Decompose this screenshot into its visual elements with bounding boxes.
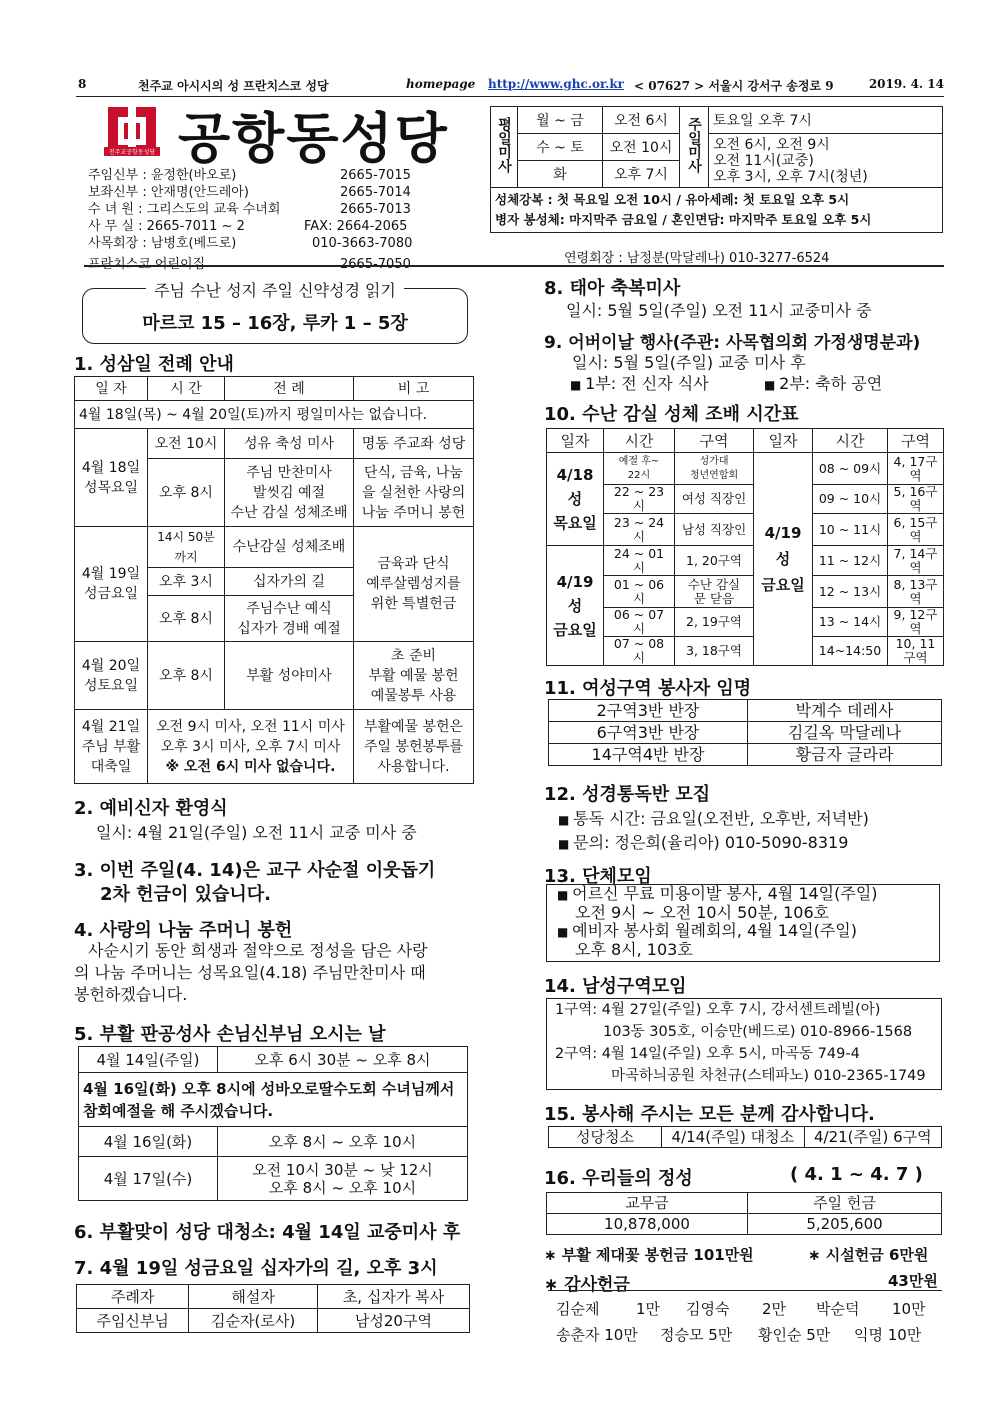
th: 주일 헌금 [748, 1193, 942, 1214]
staff-row: 사 무 실 : 2665-7011 ~ 2 FAX: 2664-2065 [88, 219, 408, 234]
sec9-title: 9. 어버이날 행사(주관: 사목협의회 가정생명분과) [544, 333, 921, 353]
th: 일자 [547, 429, 604, 453]
time-cell: 예절 후~ 22시 [604, 453, 675, 485]
sec14-l4: 마곡하늬공원 차천규(스테파노) 010-2365-1749 [611, 1068, 926, 1084]
th: 시 간 [148, 377, 225, 401]
sec8-body: 일시: 5월 5일(주일) 오전 11시 교중미사 중 [566, 301, 872, 320]
th: 초, 십자가 복사 [317, 1285, 469, 1309]
sec7-title: 7. 4월 19일 성금요일 십자가의 길, 오후 3시 [74, 1258, 438, 1279]
time-cell: 오후 8시 [148, 596, 225, 642]
date-cell: 4월 20일 성토요일 [75, 642, 148, 710]
zone-cell: 8, 13구역 [888, 576, 944, 608]
sec3-title-1: 3. 이번 주일(4. 14)은 교구 사순절 이웃돕기 [74, 860, 436, 881]
th: 구역 [888, 429, 944, 453]
thanks-total: 43만원 [888, 1272, 938, 1290]
mass-day: 수 ~ 토 [518, 134, 603, 161]
time-cell: 24 ~ 01시 [604, 546, 675, 576]
td: 박계수 데레사 [748, 700, 942, 722]
staff-row: 프란치스코 어린이집 2665-7050 [88, 257, 411, 272]
time-cell: 07 ~ 08시 [604, 637, 675, 666]
td: 김길옥 막달레나 [748, 722, 942, 744]
time-cell: 10 ~ 11시 [813, 514, 888, 546]
sec16-title: 16. 우리들의 정성 [544, 1168, 693, 1189]
date-cell: 4/19 성 금요일 [754, 453, 813, 666]
sec9-b1: ■ 1부: 전 신자 식사 [570, 371, 709, 394]
sec11-title: 11. 여성구역 봉사자 임명 [544, 678, 752, 699]
church-name: 공항동성당 [178, 106, 449, 170]
date-cell: 4/18 성 목요일 [547, 453, 604, 546]
date-cell: 4월 19일 성금요일 [75, 527, 148, 642]
staff-row: 주임신부 : 윤정한(바오로) 2665-7015 [88, 168, 411, 183]
reading-title: 주님 수난 성지 주일 신약성경 읽기 [146, 281, 404, 300]
sec14-l2: 103동 305호, 이승만(베드로) 010-8966-1568 [603, 1024, 913, 1040]
staff-row: 수 녀 원 : 그리스도의 교육 수녀회 2665-7013 [88, 202, 411, 217]
zone-cell: 7, 14구역 [888, 546, 944, 576]
th: 일 자 [75, 377, 148, 401]
time-cell: 09 ~ 10시 [813, 485, 888, 514]
thanks-label: ∗ 감사헌금 [544, 1275, 630, 1295]
mass-day: 월 ~ 금 [518, 107, 603, 134]
note-row: 4월 18일(목) ~ 4월 20일(토)까지 평일미사는 없습니다. [75, 401, 474, 429]
assoc-chair: 연령회장 : 남정분(막달레나) 010-3277-6524 [564, 251, 830, 266]
time-cell: 22 ~ 23시 [604, 485, 675, 514]
zone-cell: 2, 19구역 [675, 608, 754, 637]
time-cell: 13 ~ 14시 [813, 608, 888, 637]
td: 6구역3반 반장 [549, 722, 748, 744]
notice-cell: 4월 16일(화) 오후 8시에 성바오로딸수도회 수녀님께서 참회예절을 해 주시겠습니다. [79, 1073, 468, 1127]
td: 4/21(주일) 6구역 [804, 1127, 941, 1148]
sec13-title: 13. 단체모임 [544, 866, 652, 887]
td: 황금자 글라라 [748, 744, 942, 766]
th: 해설자 [189, 1285, 318, 1309]
zone-cell: 1, 20구역 [675, 546, 754, 576]
sec13-b2b: 오후 8시, 103호 [575, 940, 693, 959]
sec4-body: 사순시기 동안 희생과 절약으로 정성을 담은 사랑 의 나눔 주머니는 성목요일(4.18) 주님만찬미사 때 봉헌하겠습니다. [74, 941, 428, 1004]
sec10-title: 10. 수난 감실 성체 조배 시간표 [544, 404, 799, 425]
liturgy-cell: 주님 만찬미사 발씻김 예절 수난 감실 성체조배 [225, 459, 354, 527]
liturgy-cell: 수난감실 성체조배 [225, 527, 354, 568]
zone-cell: 4, 17구역 [888, 453, 944, 485]
time-cell: 오후 6시 30분 ~ 오후 8시 [218, 1047, 468, 1073]
zone-cell: 여성 직장인 [675, 485, 754, 514]
time-cell: 오후 8시 [148, 642, 225, 710]
homepage-link[interactable]: http://www.ghc.or.kr [488, 77, 624, 91]
zone-cell: 수난 감실 문 닫음 [675, 576, 754, 608]
time-cell: 12 ~ 13시 [813, 576, 888, 608]
zone-cell: 남성 직장인 [675, 514, 754, 546]
reading-passage: 마르코 15 – 16장, 루카 1 – 5장 [142, 313, 408, 334]
liturgy-cell: 부활 성야미사 [225, 642, 354, 710]
offerings-table [546, 1192, 942, 1235]
time-cell: 11 ~ 12시 [813, 546, 888, 576]
issue-date: 2019. 4. 14 [868, 77, 944, 91]
cleaning-table [548, 1126, 942, 1148]
th: 교무금 [547, 1193, 748, 1214]
sec5-title: 5. 부활 판공성사 손님신부님 오시는 날 [74, 1024, 386, 1045]
sec3-title-2: 2차 헌금이 있습니다. [100, 884, 271, 905]
homepage-label: homepage [406, 77, 476, 91]
mass-day: 화 [518, 161, 603, 188]
note-cell: 금육과 단식 예루살렘성지를 위한 특별헌금 [354, 527, 474, 642]
time-cell: 14~14:50 [813, 637, 888, 666]
sec1-title: 1. 성삼일 전례 안내 [74, 354, 234, 375]
flower-offering: ∗ 부활 제대꽃 봉헌금 101만원 [544, 1246, 754, 1264]
mass-time: 오후 7시 [603, 161, 680, 188]
zone-cell: 10, 11구역 [888, 637, 944, 666]
time-cell: 오후 8시 [148, 459, 225, 527]
td: 5,205,600 [748, 1214, 942, 1235]
sec13-b1: ■ 어르신 무료 미용이발 봉사, 4월 14일(주일) [547, 885, 939, 904]
note-cell: 단식, 금육, 나눔 을 실천한 사랑의 나눔 주머니 봉헌 [354, 459, 474, 527]
sec14-l3: 2구역: 4월 14일(주일) 오후 5시, 마곡동 749-4 [555, 1046, 860, 1062]
td: 김순자(로사) [189, 1309, 318, 1333]
td: 남성20구역 [317, 1309, 469, 1333]
time-cell: 06 ~ 07시 [604, 608, 675, 637]
time-cell: 오후 3시 [148, 568, 225, 596]
time-cell: 23 ~ 24시 [604, 514, 675, 546]
facility-offering: ∗ 시설헌금 6만원 [808, 1246, 929, 1264]
time-cell: 오전 10시 30분 ~ 낮 12시 오후 8시 ~ 오후 10시 [218, 1157, 468, 1201]
th: 구역 [675, 429, 754, 453]
mass-notes: 성체강복 : 첫 목요일 오전 10시 / 유아세례: 첫 토요일 오후 5시 병자 봉성체: 마지막주 금요일 / 혼인면담: 마지막주 토요일 오후 5시 [491, 188, 943, 233]
sec2-title: 2. 예비신자 환영식 [74, 798, 228, 819]
zone-cell: 5, 16구역 [888, 485, 944, 514]
liturgy-cell: 십자가의 길 [225, 568, 354, 596]
saturday-mass: 토요일 오후 7시 [709, 107, 943, 134]
th: 시간 [604, 429, 675, 453]
sec9-b2: ■ 2부: 축하 공연 [764, 371, 882, 394]
sec15-title: 15. 봉사해 주시는 모든 분께 감사합니다. [544, 1104, 875, 1125]
staff-row: 보좌신부 : 안재명(안드레아) 2665-7014 [88, 185, 411, 200]
church-logo [104, 103, 160, 159]
th: 주례자 [77, 1285, 189, 1309]
sec13-box [546, 884, 940, 962]
td: 4/14(주일) 대청소 [662, 1127, 805, 1148]
weekday-label: 평일미사 [491, 107, 518, 188]
confession-table [78, 1046, 468, 1201]
date-cell: 4월 14일(주일) [79, 1047, 218, 1073]
zone-cell: 3, 18구역 [675, 637, 754, 666]
sec2-body: 일시: 4월 21일(주일) 오전 11시 교중 미사 중 [96, 823, 417, 842]
easter-masses: 오전 9시 미사, 오전 11시 미사 오후 3시 미사, 오후 7시 미사 ※ 오전 6시 미사 없습니다. [148, 710, 354, 784]
zone-cell: 6, 15구역 [888, 514, 944, 546]
date-cell: 4월 21일 주님 부활 대축일 [75, 710, 148, 784]
time-cell: 오전 10시 [148, 429, 225, 459]
td: 성당청소 [549, 1127, 662, 1148]
reading-title-wrap [83, 278, 467, 301]
mass-times-table [490, 106, 943, 233]
date-cell: 4월 18일 성목요일 [75, 429, 148, 527]
th: 시간 [813, 429, 888, 453]
thanks-rule [548, 1290, 942, 1291]
date-cell: 4월 16일(화) [79, 1127, 218, 1157]
sec14-box [546, 998, 942, 1090]
sec12-title: 12. 성경통독반 모집 [544, 784, 711, 805]
sec12-b1: ■ 통독 시간: 금요일(오전반, 오후반, 저녁반) [558, 806, 869, 829]
td: 10,878,000 [547, 1214, 748, 1235]
sec16-period: ( 4. 1 ~ 4. 7 ) [790, 1164, 923, 1185]
note-cell: 명동 주교좌 성당 [354, 429, 474, 459]
adoration-table [546, 428, 944, 666]
page-number: 8 [78, 77, 87, 91]
sunday-masses: 오전 6시, 오전 9시 오전 11시(교중) 오후 3시, 오후 7시(청년) [709, 134, 943, 188]
sec12-b2: ■ 문의: 정은희(율리아) 010-5090-8319 [558, 830, 848, 853]
date-cell: 4월 17일(수) [79, 1157, 218, 1201]
date-cell: 4/19 성 금요일 [547, 546, 604, 666]
staff-list [88, 167, 418, 273]
time-cell: 오후 8시 ~ 오후 10시 [218, 1127, 468, 1157]
note-cell: 부활예물 봉헌은 주일 봉헌봉투를 사용합니다. [354, 710, 474, 784]
sec4-title: 4. 사랑의 나눔 주머니 봉헌 [74, 920, 293, 941]
time-cell: 08 ~ 09시 [813, 453, 888, 485]
sec13-b2: ■ 예비자 봉사회 월례회의, 4월 14일(주일) [547, 922, 939, 941]
td: 2구역3반 반장 [549, 700, 748, 722]
sec14-title: 14. 남성구역모임 [544, 976, 687, 997]
mass-time: 오전 10시 [603, 134, 680, 161]
sec14-l1: 1구역: 4월 27일(주일) 오후 7시, 강서센트레빌(아) [555, 1002, 881, 1018]
time-cell: 14시 50분 까지 [148, 527, 225, 568]
zone-cell: 성가대 청년연합회 [675, 453, 754, 485]
address: < 07627 > 서울시 강서구 송정로 9 [634, 79, 834, 93]
td: 14구역4반 반장 [549, 744, 748, 766]
stations-table [76, 1284, 470, 1333]
time-cell: 01 ~ 06시 [604, 576, 675, 608]
logo-text: 천주교공항동성당 [104, 147, 160, 156]
sec6-title: 6. 부활맞이 성당 대청소: 4월 14일 교중미사 후 [74, 1222, 461, 1243]
liturgy-cell: 주님수난 예식 십자가 경배 예절 [225, 596, 354, 642]
sec13-b1b: 오전 9시 ~ 오전 10시 50분, 106호 [575, 903, 830, 922]
sec9-body: 일시: 5월 5일(주일) 교중 미사 후 [572, 353, 806, 372]
liturgy-cell: 성유 축성 미사 [225, 429, 354, 459]
zone-cell: 9, 12구역 [888, 608, 944, 637]
sec8-title: 8. 태아 축복미사 [544, 278, 681, 299]
staff-row: 사목회장 : 남병호(베드로) 010-3663-7080 [88, 236, 413, 251]
th: 전 례 [225, 377, 354, 401]
sunday-label: 주일미사 [680, 107, 709, 188]
note-cell: 초 준비 부활 예물 봉헌 예물봉투 사용 [354, 642, 474, 710]
triduum-table [74, 376, 474, 784]
reading-box [82, 281, 468, 344]
mass-time: 오전 6시 [603, 107, 680, 134]
td: 주임신부님 [77, 1309, 189, 1333]
leaders-table [548, 699, 942, 766]
th: 비 고 [354, 377, 474, 401]
th: 일자 [754, 429, 813, 453]
parish-line: 천주교 아시시의 성 프란치스코 성당 [138, 79, 329, 93]
